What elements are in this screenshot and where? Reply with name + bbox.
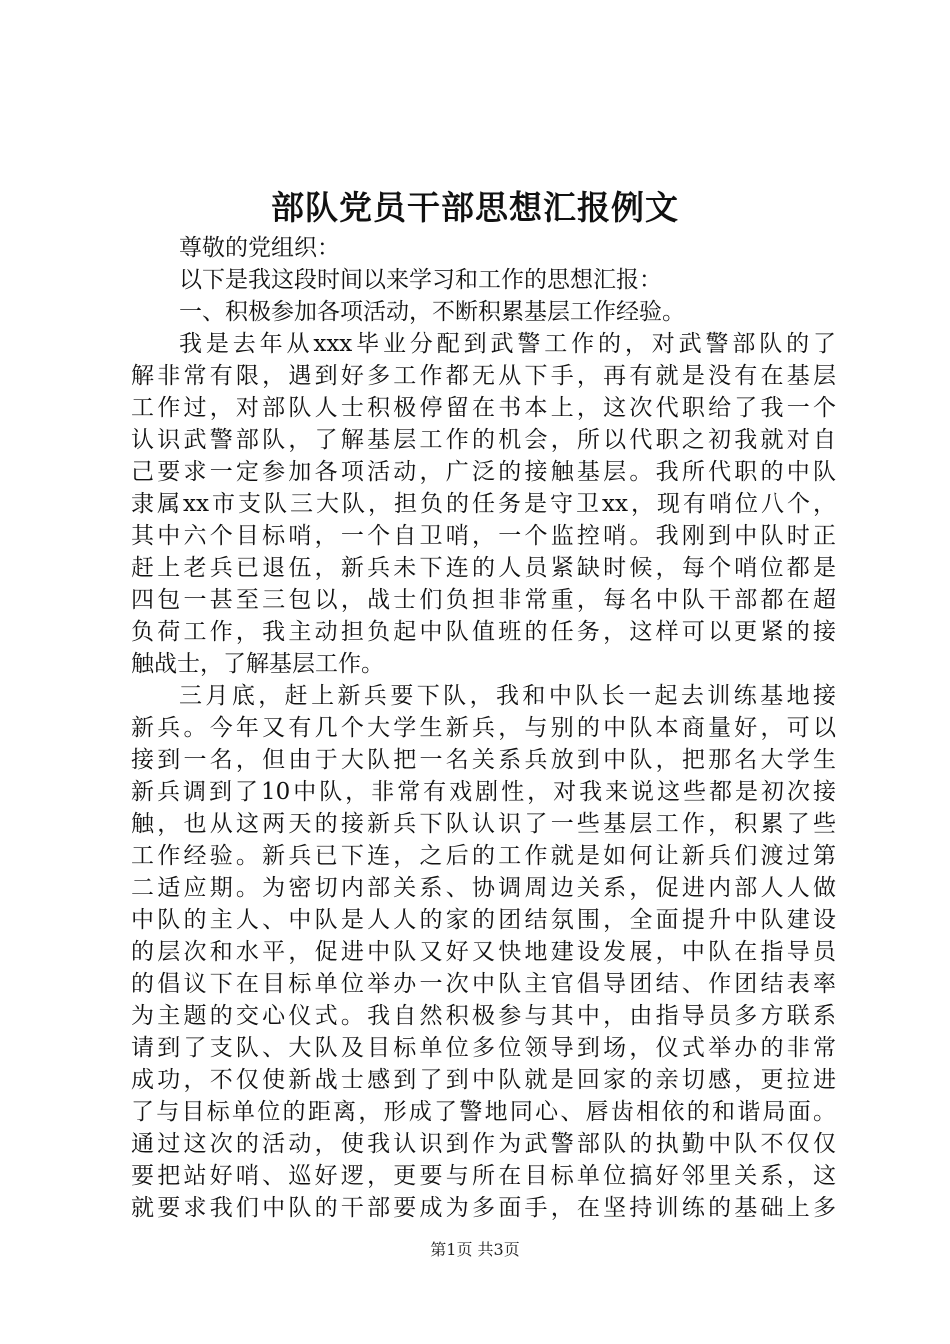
paragraph-line: 新兵。今年又有几个大学生新兵，与别的中队本商量好，可以 (131, 715, 836, 741)
paragraph-line: 赶上老兵已退伍，新兵未下连的人员紧缺时候，每个哨位都是 (131, 555, 836, 581)
paragraph-line: 通过这次的活动，使我认识到作为武警部队的执勤中队不仅仅 (131, 1131, 836, 1157)
paragraph-line: 二适应期。为密切内部关系、协调周边关系，促进内部人人做 (131, 875, 836, 901)
paragraph-line: 工作经验。新兵已下连，之后的工作就是如何让新兵们渡过第 (131, 843, 836, 869)
paragraph-line: 负荷工作，我主动担负起中队值班的任务，这样可以更紧的接 (131, 619, 836, 645)
page-footer: 第1页 共3页 (430, 1240, 520, 1259)
paragraph-line: 接到一名，但由于大队把一名关系兵放到中队，把那名大学生 (131, 747, 836, 773)
paragraph-line: 触战士，了解基层工作。 (131, 651, 384, 677)
section-heading-line: 一、积极参加各项活动，不断积累基层工作经验。 (179, 299, 685, 325)
paragraph-line: 要把站好哨、巡好逻，更要与所在目标单位搞好邻里关系，这 (131, 1163, 836, 1189)
paragraph-line: 请到了支队、大队及目标单位多位领导到场，仪式举办的非常 (131, 1035, 836, 1061)
paragraph-line: 我是去年从xxx毕业分配到武警工作的，对武警部队的了 (179, 331, 836, 357)
paragraph-line: 触，也从这两天的接新兵下队认识了一些基层工作，积累了些 (131, 811, 836, 837)
intro-line: 以下是我这段时间以来学习和工作的思想汇报： (179, 267, 662, 293)
paragraph-line: 三月底，赶上新兵要下队，我和中队长一起去训练基地接 (179, 683, 836, 709)
paragraph-line: 四包一甚至三包以，战士们负担非常重，每名中队干部都在超 (131, 587, 836, 613)
paragraph-line: 其中六个目标哨，一个自卫哨，一个监控哨。我刚到中队时正 (131, 523, 836, 549)
paragraph-line: 己要求一定参加各项活动，广泛的接触基层。我所代职的中队 (131, 459, 836, 485)
paragraph-line: 了与目标单位的距离，形成了警地同心、唇齿相依的和谐局面。 (131, 1099, 836, 1125)
paragraph-line: 就要求我们中队的干部要成为多面手，在坚持训练的基础上多 (131, 1195, 836, 1221)
paragraph-line: 中队的主人、中队是人人的家的团结氛围，全面提升中队建设 (131, 907, 836, 933)
paragraph-line: 工作过，对部队人士积极停留在书本上，这次代职给了我一个 (131, 395, 836, 421)
paragraph-line: 新兵调到了10中队，非常有戏剧性，对我来说这些都是初次接 (131, 779, 836, 805)
salutation-line: 尊敬的党组织： (179, 235, 340, 261)
document-title: 部队党员干部思想汇报例文 (271, 188, 679, 227)
paragraph-line: 的层次和水平，促进中队又好又快地建设发展，中队在指导员 (131, 939, 836, 965)
paragraph-line: 认识武警部队，了解基层工作的机会，所以代职之初我就对自 (131, 427, 836, 453)
paragraph-line: 为主题的交心仪式。我自然积极参与其中，由指导员多方联系 (131, 1003, 836, 1029)
paragraph-line: 解非常有限，遇到好多工作都无从下手，再有就是没有在基层 (131, 363, 836, 389)
paragraph-line: 成功，不仅使新战士感到了到中队就是回家的亲切感，更拉进 (131, 1067, 836, 1093)
paragraph-line: 的倡议下在目标单位举办一次中队主官倡导团结、作团结表率 (131, 971, 836, 997)
paragraph-line: 隶属xx市支队三大队，担负的任务是守卫xx，现有哨位八个， (131, 491, 836, 517)
document-body (131, 232, 836, 1224)
